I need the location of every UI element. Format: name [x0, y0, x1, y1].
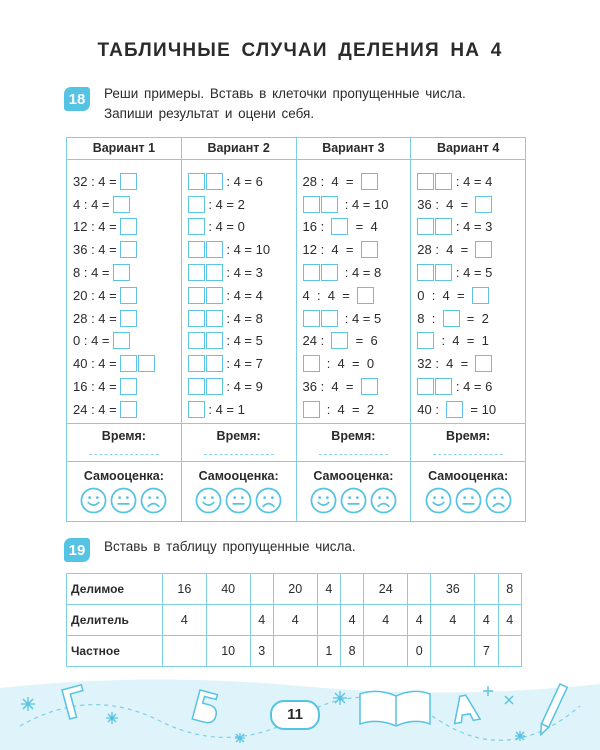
equation-text: : 4 = 0: [319, 356, 375, 372]
time-label: Время:: [101, 429, 146, 443]
table-cell[interactable]: 10: [206, 636, 250, 667]
equation-text: : 4 = 5: [452, 265, 493, 281]
equation-row: [73, 330, 181, 353]
table-cell[interactable]: [163, 636, 207, 667]
page-number: 11: [270, 700, 320, 730]
equation-row: [73, 352, 181, 375]
answer-box[interactable]: [113, 332, 130, 349]
equation-row: [188, 216, 296, 239]
equation-text: : 4 = 3: [452, 219, 493, 235]
answer-box[interactable]: [188, 310, 205, 327]
table-cell[interactable]: 8: [340, 636, 363, 667]
time-label: Время:: [216, 429, 261, 443]
table-cell[interactable]: 4: [498, 605, 521, 636]
answer-box[interactable]: [120, 355, 137, 372]
answer-box[interactable]: [475, 241, 492, 258]
equation-row: [188, 193, 296, 216]
self-assessment-label: Самооценка:: [313, 469, 394, 483]
self-assessment-cell: [182, 461, 296, 522]
equation-text: 32 : 4 =: [73, 173, 121, 189]
equation-text: : 4 = 5: [222, 333, 263, 349]
table-cell[interactable]: 1: [317, 636, 340, 667]
table-cell[interactable]: [273, 636, 317, 667]
time-label: Время:: [446, 429, 491, 443]
answer-box[interactable]: [120, 218, 137, 235]
neutral-face-icon[interactable]: [225, 487, 252, 514]
equation-text: = 6: [348, 333, 378, 349]
answer-box[interactable]: [361, 241, 378, 258]
equation-row: [417, 330, 525, 353]
answer-box[interactable]: [331, 218, 348, 235]
equation-text: : 4 = 4: [222, 287, 263, 303]
equation-text: : 4 = 6: [452, 379, 493, 395]
faces-group: [67, 487, 181, 514]
equation-row: [188, 352, 296, 375]
answer-box[interactable]: [188, 264, 205, 281]
table-cell[interactable]: [431, 636, 475, 667]
equation-text: : 4 = 9: [222, 379, 263, 395]
equation-row: [73, 238, 181, 261]
ex18-instruction-line1: Реши примеры. Вставь в клеточки пропущенные числа.: [104, 86, 466, 101]
equation-row: [188, 238, 296, 261]
equation-text: 36 : 4 =: [73, 242, 121, 258]
table-cell[interactable]: 4: [250, 605, 273, 636]
sad-face-icon[interactable]: [255, 487, 282, 514]
variant-column-4: [411, 138, 525, 521]
equation-text: 24 :: [302, 333, 332, 349]
happy-face-icon[interactable]: [310, 487, 337, 514]
answer-box[interactable]: [188, 401, 205, 418]
table-cell[interactable]: 4: [431, 605, 475, 636]
equation-row: [303, 307, 411, 330]
table-cell[interactable]: [475, 574, 498, 605]
equation-text: = 4: [348, 219, 378, 235]
answer-box[interactable]: [120, 378, 137, 395]
answer-box[interactable]: [138, 355, 155, 372]
answer-box[interactable]: [206, 287, 223, 304]
equation-row: [73, 375, 181, 398]
equation-row: [188, 307, 296, 330]
answer-box[interactable]: [435, 378, 452, 395]
answer-box[interactable]: [303, 196, 320, 213]
equation-row: [188, 170, 296, 193]
answer-box[interactable]: [206, 332, 223, 349]
neutral-face-icon[interactable]: [455, 487, 482, 514]
ex18-instruction: [104, 84, 466, 124]
equation-row: [417, 375, 525, 398]
time-answer-line[interactable]: [433, 454, 503, 455]
answer-box[interactable]: [120, 401, 137, 418]
answer-box[interactable]: [472, 287, 489, 304]
answer-box[interactable]: [435, 218, 452, 235]
sad-face-icon[interactable]: [370, 487, 397, 514]
answer-box[interactable]: [417, 218, 434, 235]
time-answer-line[interactable]: [89, 454, 159, 455]
equation-text: 0 : 4 =: [417, 287, 472, 303]
equation-row: [417, 284, 525, 307]
equation-text: 36 : 4 =: [417, 196, 476, 212]
table-cell[interactable]: [206, 605, 250, 636]
equation-row: [303, 284, 411, 307]
table-cell[interactable]: 8: [498, 574, 521, 605]
answer-box[interactable]: [475, 196, 492, 213]
equation-text: = 10: [463, 401, 497, 417]
answer-box[interactable]: [303, 310, 320, 327]
answer-box[interactable]: [443, 310, 460, 327]
equation-text: 40 : 4 =: [73, 356, 121, 372]
equation-text: = 2: [459, 310, 489, 326]
answer-box[interactable]: [120, 310, 137, 327]
answer-box[interactable]: [475, 355, 492, 372]
table-cell[interactable]: 4: [364, 605, 408, 636]
time-cell: [67, 423, 181, 461]
equation-text: 28 : 4 =: [73, 310, 121, 326]
equation-text: : 4 = 2: [319, 401, 375, 417]
self-assessment-cell: [411, 461, 525, 522]
faces-group: [297, 487, 411, 514]
faces-group: [182, 487, 296, 514]
equation-text: 40 :: [417, 401, 447, 417]
equation-text: 28 : 4 =: [302, 173, 361, 189]
self-assessment-label: Самооценка:: [83, 469, 164, 483]
equation-text: : 4 = 6: [222, 173, 263, 189]
answer-box[interactable]: [188, 241, 205, 258]
equation-text: : 4 = 10: [337, 196, 389, 212]
equation-text: 8 :: [417, 310, 443, 326]
equation-row: [188, 375, 296, 398]
happy-face-icon[interactable]: [425, 487, 452, 514]
variant-column-1: [67, 138, 182, 521]
answer-box[interactable]: [120, 241, 137, 258]
equation-text: : 4 = 2: [204, 196, 245, 212]
happy-face-icon[interactable]: [195, 487, 222, 514]
equation-row: [188, 398, 296, 421]
table-cell[interactable]: 16: [163, 574, 207, 605]
answer-box[interactable]: [303, 355, 320, 372]
row-label: Делимое: [67, 574, 163, 605]
answer-box[interactable]: [417, 264, 434, 281]
equation-text: : 4 = 1: [434, 333, 489, 349]
table-cell[interactable]: 40: [206, 574, 250, 605]
table-cell[interactable]: 0: [408, 636, 431, 667]
answer-box[interactable]: [188, 218, 205, 235]
equation-text: : 4 = 4: [452, 173, 493, 189]
answer-box[interactable]: [113, 264, 130, 281]
equation-row: [188, 261, 296, 284]
equation-text: : 4 = 3: [222, 265, 263, 281]
equation-row: [303, 261, 411, 284]
equation-row: [73, 398, 181, 421]
equation-text: 32 : 4 =: [417, 356, 476, 372]
equation-row: [417, 193, 525, 216]
answer-box[interactable]: [435, 173, 452, 190]
equation-text: 28 : 4 =: [417, 242, 476, 258]
variant-title: Вариант 1: [67, 138, 181, 160]
self-assessment-cell: [67, 461, 181, 522]
equation-text: 4 : 4 =: [302, 287, 358, 303]
equation-row: [417, 307, 525, 330]
equation-row: [417, 238, 525, 261]
equation-text: 12 : 4 =: [73, 219, 121, 235]
table-cell[interactable]: 4: [317, 574, 340, 605]
answer-box[interactable]: [188, 287, 205, 304]
book-icon: [360, 691, 430, 726]
time-answer-line[interactable]: [319, 454, 389, 455]
equation-row: [417, 216, 525, 239]
answer-box[interactable]: [120, 287, 137, 304]
equation-row: [303, 398, 411, 421]
answer-box[interactable]: [113, 196, 130, 213]
self-assessment-label: Самооценка:: [428, 469, 509, 483]
equation-text: 24 : 4 =: [73, 401, 121, 417]
task-number-badge: 18: [64, 87, 90, 111]
table-cell[interactable]: [498, 636, 521, 667]
equation-text: : 4 = 1: [204, 401, 245, 417]
answer-box[interactable]: [188, 378, 205, 395]
variant-title: Вариант 4: [411, 138, 525, 160]
table-cell[interactable]: 20: [273, 574, 317, 605]
time-answer-line[interactable]: [204, 454, 274, 455]
answer-box[interactable]: [321, 264, 338, 281]
equation-text: : 4 = 5: [337, 310, 382, 326]
answer-box[interactable]: [303, 264, 320, 281]
happy-face-icon[interactable]: [80, 487, 107, 514]
answer-box[interactable]: [446, 401, 463, 418]
variant-title: Вариант 3: [297, 138, 411, 160]
equation-row: [73, 307, 181, 330]
answer-box[interactable]: [361, 378, 378, 395]
faces-group: [411, 487, 525, 514]
answer-box[interactable]: [206, 173, 223, 190]
table-cell[interactable]: [340, 574, 363, 605]
equation-text: : 4 = 0: [204, 219, 245, 235]
variant-column-2: [182, 138, 297, 521]
ex19-instruction: Вставь в таблицу пропущенные числа.: [104, 539, 356, 554]
variant-column-3: [297, 138, 412, 521]
table-cell[interactable]: 4: [163, 605, 207, 636]
table-cell[interactable]: 4: [475, 605, 498, 636]
equation-row: [188, 284, 296, 307]
time-cell: [411, 423, 525, 461]
table-row-divisor: [67, 605, 522, 636]
answer-box[interactable]: [188, 332, 205, 349]
equation-row: [417, 352, 525, 375]
table-cell[interactable]: [317, 605, 340, 636]
answer-box[interactable]: [303, 401, 320, 418]
self-assessment-cell: [297, 461, 411, 522]
table-cell[interactable]: 7: [475, 636, 498, 667]
table-cell[interactable]: [408, 574, 431, 605]
exercise-18-grid: [66, 137, 526, 522]
equation-row: [73, 170, 181, 193]
row-label: Частное: [67, 636, 163, 667]
table-cell[interactable]: 36: [431, 574, 475, 605]
table-row-dividend: [67, 574, 522, 605]
self-assessment-label: Самооценка:: [198, 469, 279, 483]
answer-box[interactable]: [417, 332, 434, 349]
equation-text: 0 : 4 =: [73, 333, 114, 349]
exercise-19-table: [66, 573, 522, 667]
time-cell: [182, 423, 296, 461]
equation-text: : 4 = 10: [222, 242, 271, 258]
equation-row: [417, 261, 525, 284]
answer-box[interactable]: [331, 332, 348, 349]
equation-row: [73, 216, 181, 239]
equation-text: 16 :: [302, 219, 332, 235]
equation-text: : 4 = 8: [222, 310, 263, 326]
answer-box[interactable]: [206, 355, 223, 372]
equation-text: 20 : 4 =: [73, 287, 121, 303]
equation-row: [417, 398, 525, 421]
table-cell[interactable]: 4: [340, 605, 363, 636]
answer-box[interactable]: [188, 173, 205, 190]
answer-box[interactable]: [357, 287, 374, 304]
equation-text: : 4 = 7: [222, 356, 263, 372]
sad-face-icon[interactable]: [485, 487, 512, 514]
equation-text: 4 : 4 =: [73, 196, 114, 212]
equation-row: [303, 330, 411, 353]
equation-row: [303, 238, 411, 261]
neutral-face-icon[interactable]: [110, 487, 137, 514]
equation-row: [188, 330, 296, 353]
table-cell[interactable]: 4: [273, 605, 317, 636]
equation-text: 16 : 4 =: [73, 379, 121, 395]
answer-box[interactable]: [206, 310, 223, 327]
answer-box[interactable]: [321, 196, 338, 213]
row-label: Делитель: [67, 605, 163, 636]
equation-text: 12 : 4 =: [302, 242, 361, 258]
answer-box[interactable]: [435, 264, 452, 281]
equation-row: [303, 352, 411, 375]
sad-face-icon[interactable]: [140, 487, 167, 514]
answer-box[interactable]: [321, 310, 338, 327]
answer-box[interactable]: [188, 196, 205, 213]
equation-row: [73, 193, 181, 216]
equation-row: [303, 170, 411, 193]
page-title: ТАБЛИЧНЫЕ СЛУЧАИ ДЕЛЕНИЯ НА 4: [97, 40, 503, 61]
equation-row: [303, 216, 411, 239]
equation-row: [303, 375, 411, 398]
ex18-instruction-line2: Запиши результат и оцени себя.: [104, 106, 315, 121]
equation-row: [303, 193, 411, 216]
variant-title: Вариант 2: [182, 138, 296, 160]
table-cell[interactable]: 4: [408, 605, 431, 636]
answer-box[interactable]: [206, 241, 223, 258]
time-cell: [297, 423, 411, 461]
answer-box[interactable]: [206, 378, 223, 395]
answer-box[interactable]: [361, 173, 378, 190]
answer-box[interactable]: [120, 173, 137, 190]
table-cell[interactable]: [364, 636, 408, 667]
answer-box[interactable]: [206, 264, 223, 281]
equation-text: 36 : 4 =: [302, 379, 361, 395]
answer-box[interactable]: [188, 355, 205, 372]
equation-text: : 4 = 8: [337, 265, 382, 281]
time-label: Время:: [331, 429, 376, 443]
answer-box[interactable]: [417, 173, 434, 190]
table-cell[interactable]: 3: [250, 636, 273, 667]
table-cell[interactable]: 24: [364, 574, 408, 605]
task-number-badge: 19: [64, 538, 90, 562]
equation-row: [417, 170, 525, 193]
equation-row: [73, 284, 181, 307]
table-cell[interactable]: [250, 574, 273, 605]
answer-box[interactable]: [417, 378, 434, 395]
equation-text: 8 : 4 =: [73, 265, 114, 281]
equation-row: [73, 261, 181, 284]
table-row-quotient: [67, 636, 522, 667]
neutral-face-icon[interactable]: [340, 487, 367, 514]
